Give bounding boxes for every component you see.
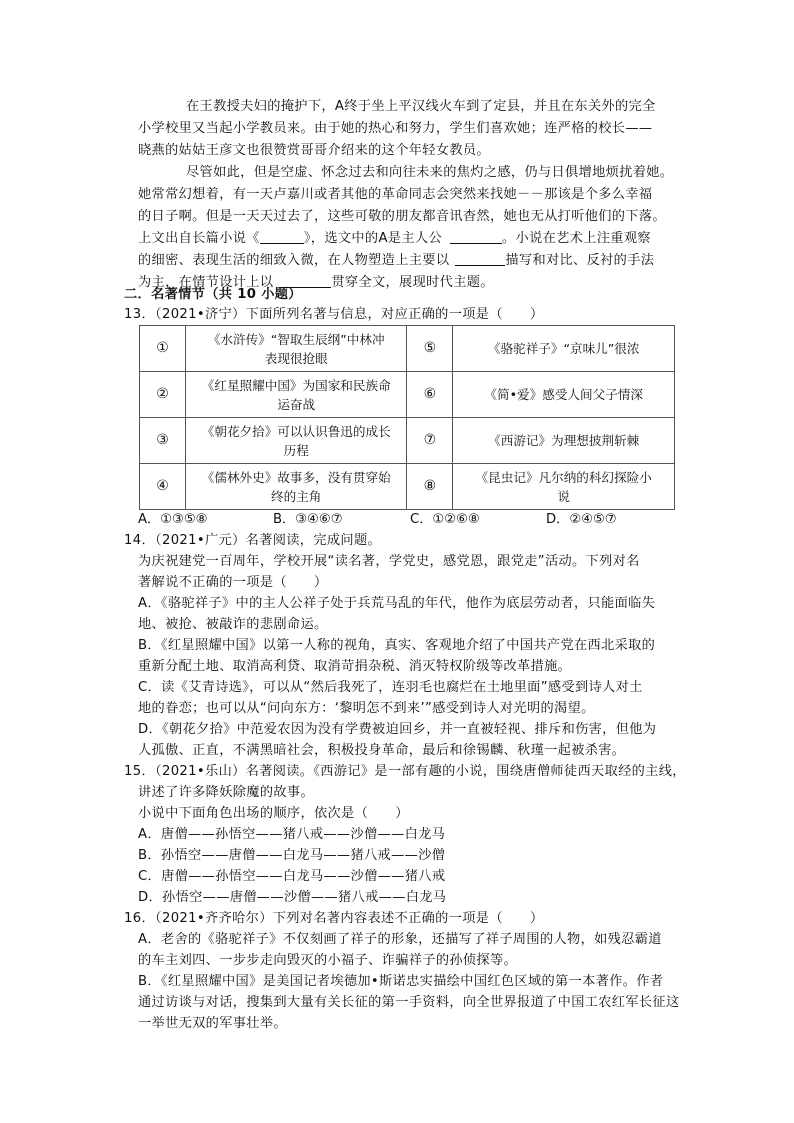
answer-blank[interactable]: [260, 229, 304, 244]
option-b-cont: 重新分配土地、取消高利贷、取消苛捐杂税、消灭特权阶级等改革措施。: [138, 659, 572, 674]
works-table: [139, 325, 675, 510]
passage-line: 晓燕的姑姑王彦文也很赞赏哥哥介绍来的这个年轻女教员。: [138, 143, 490, 158]
item-text-line: 《昆虫记》凡尔纳的科幻探险小: [475, 469, 652, 485]
answer-blank[interactable]: [455, 251, 505, 266]
table-row: [140, 326, 675, 372]
item-number: ⑥: [407, 372, 453, 418]
item-text: [185, 418, 407, 464]
item-text-line: 说: [557, 488, 570, 504]
text: 上文出自长篇小说《: [138, 231, 260, 246]
passage-line: 在王教授夫妇的掩护下，A终于坐上平汉线火车到了定县，并且在东关外的完全: [186, 99, 656, 114]
passage-line: 尽管如此，但是空虚、怀念过去和向往未来的焦灼之感，仍与日俱增地烦扰着她。: [186, 165, 674, 180]
option-c[interactable]: C．①②⑥⑧: [410, 512, 480, 527]
text: 》，选文中的A是主人公: [303, 231, 442, 246]
option-a[interactable]: A．老舍的《骆驼祥子》不仅刻画了祥子的形象，还描写了祥子周围的人物，如残忍霸道: [138, 932, 662, 947]
option-b[interactable]: B．《红星照耀中国》是美国记者埃德加•斯诺忠实描绘中国红色区域的第一本著作。作者: [138, 974, 664, 989]
option-c-cont: 地的眷恋；也可以从“问向东方：‘黎明怎不到来’”感受到诗人对光明的渴望。: [138, 701, 595, 716]
text: 贯穿全文，展现时代主题。: [331, 275, 494, 290]
option-b-cont: 通过访谈与对话，搜集到大量有关长征的第一手资料，向全世界报道了中国工农红军长征这: [138, 995, 680, 1010]
option-b[interactable]: B．③④⑥⑦: [273, 512, 343, 527]
question-15-ask: 小说中下面角色出场的顺序，依次是（ ）: [138, 806, 409, 821]
table-row: [140, 372, 675, 418]
item-text-line: 《骆驼祥子》“京味儿”很浓: [487, 341, 640, 356]
option-a-cont: 地、被抢、被敲诈的悲剧命运。: [138, 617, 328, 632]
item-number: ③: [140, 418, 186, 464]
option-d[interactable]: D．《朝花夕拾》中范爱农因为没有学费被迫回乡，并一直被轻视、排斥和伤害，但他为: [138, 722, 657, 737]
item-text: [453, 372, 675, 418]
fill-in-question-line: [138, 229, 651, 249]
answer-blank[interactable]: [450, 229, 502, 244]
item-text-line: 《红星照耀中国》为国家和民族命: [201, 377, 391, 393]
question-14-stem: 14．（2021•广元）名著阅读，完成问题。: [124, 533, 382, 548]
text: 的细密、表现生活的细致入微，在人物塑造上主要以: [138, 253, 450, 268]
item-text: [453, 464, 675, 510]
question-13-stem: 13．（2021•济宁）下面所列名著与信息，对应正确的一项是（ ）: [124, 307, 544, 322]
item-text-line: 《水浒传》“智取生辰纲”中林冲: [207, 331, 385, 347]
question-15-stem: 15．（2021•乐山）名著阅读。《西游记》是一部有趣的小说，围绕唐僧师徒西天取经的主线，: [124, 764, 686, 779]
passage-line: 她常常幻想着，有一天卢嘉川或者其他的革命同志会突然来找她－－那该是个多么幸福: [138, 187, 653, 202]
question-16-stem: 16．（2021•齐齐哈尔）下列对名著内容表述不正确的一项是（ ）: [124, 911, 544, 926]
item-number: ⑦: [407, 418, 453, 464]
item-text: [185, 326, 407, 372]
item-text-line: 表现很抢眼: [264, 350, 328, 366]
option-a[interactable]: A．①③⑤⑧: [138, 512, 208, 527]
passage-line: 的日子啊。但是一天天过去了，这些可敬的朋友都音讯杳然，她也无从打听他们的下落。: [138, 209, 666, 224]
option-c[interactable]: C．唐僧——孙悟空——白龙马——沙僧——猪八戒: [138, 869, 446, 884]
item-number: ⑤: [407, 326, 453, 372]
question-14-intro: 著解说不正确的一项是（ ）: [138, 575, 328, 590]
item-text-line: 《西游记》为理想披荆斩棘: [488, 433, 640, 448]
text: 为主，在情节设计上以: [138, 275, 274, 290]
question-15-stem-cont: 讲述了许多降妖除魔的故事。: [138, 785, 314, 800]
item-number: ①: [140, 326, 186, 372]
option-a[interactable]: A．《骆驼祥子》中的主人公祥子处于兵荒马乱的年代，他作为底层劳动者，只能面临失: [138, 596, 656, 611]
question-14-intro: 为庆祝建党一百周年，学校开展“读名著，学党史，感党恩，跟党走”活动。下列对名: [138, 554, 640, 569]
item-text: [453, 326, 675, 372]
option-b-cont: 一举世无双的军事壮举。: [138, 1016, 287, 1031]
item-text: [185, 372, 407, 418]
item-text-line: 《儒林外史》故事多，没有贯穿始: [201, 469, 391, 485]
item-number: ④: [140, 464, 186, 510]
item-text-line: 《简•爱》感受人间父子情深: [484, 387, 643, 402]
text: 。小说在艺术上注重观察: [502, 231, 651, 246]
text: 描写和对比、反衬的手法: [505, 253, 655, 268]
option-d[interactable]: D．②④⑤⑦: [546, 512, 617, 527]
option-c[interactable]: C．读《艾青诗选》，可以从“然后我死了，连羽毛也腐烂在土地里面”感受到诗人对土: [138, 680, 643, 695]
passage-line: 小学校里又当起小学教员来。由于她的热心和努力，学生们喜欢她；连严格的校长——: [138, 121, 653, 136]
fill-in-question-line: [138, 251, 654, 271]
option-d-cont: 人孤傲、正直，不满黑暗社会，积极投身革命，最后和徐锡麟、秋瑾一起被杀害。: [138, 743, 626, 758]
option-b[interactable]: B．《红星照耀中国》以第一人称的视角，真实、客观地介绍了中国共产党在西北采取的: [138, 638, 656, 653]
item-text-line: 历程: [283, 442, 309, 458]
item-text: [185, 464, 407, 510]
option-a[interactable]: A．唐僧——孙悟空——猪八戒——沙僧——白龙马: [138, 827, 446, 842]
option-a-cont: 的车主刘四、一步步走向毁灭的小福子、诈骗祥子的孙侦探等。: [138, 953, 518, 968]
item-number: ⑧: [407, 464, 453, 510]
item-text-line: 终的主角: [271, 488, 322, 504]
table-row: [140, 418, 675, 464]
item-number: ②: [140, 372, 186, 418]
option-b[interactable]: B．孙悟空——唐僧——白龙马——猪八戒——沙僧: [138, 848, 446, 863]
item-text-line: 运奋战: [277, 396, 316, 412]
table-row: [140, 464, 675, 510]
option-d[interactable]: D．孙悟空——唐僧——沙僧——猪八戒——白龙马: [138, 890, 447, 905]
section-title: 二．名著情节（共 10 小题）: [124, 287, 302, 302]
item-text: [453, 418, 675, 464]
item-text-line: 《朝花夕拾》可以认识鲁迅的成长: [201, 423, 391, 439]
